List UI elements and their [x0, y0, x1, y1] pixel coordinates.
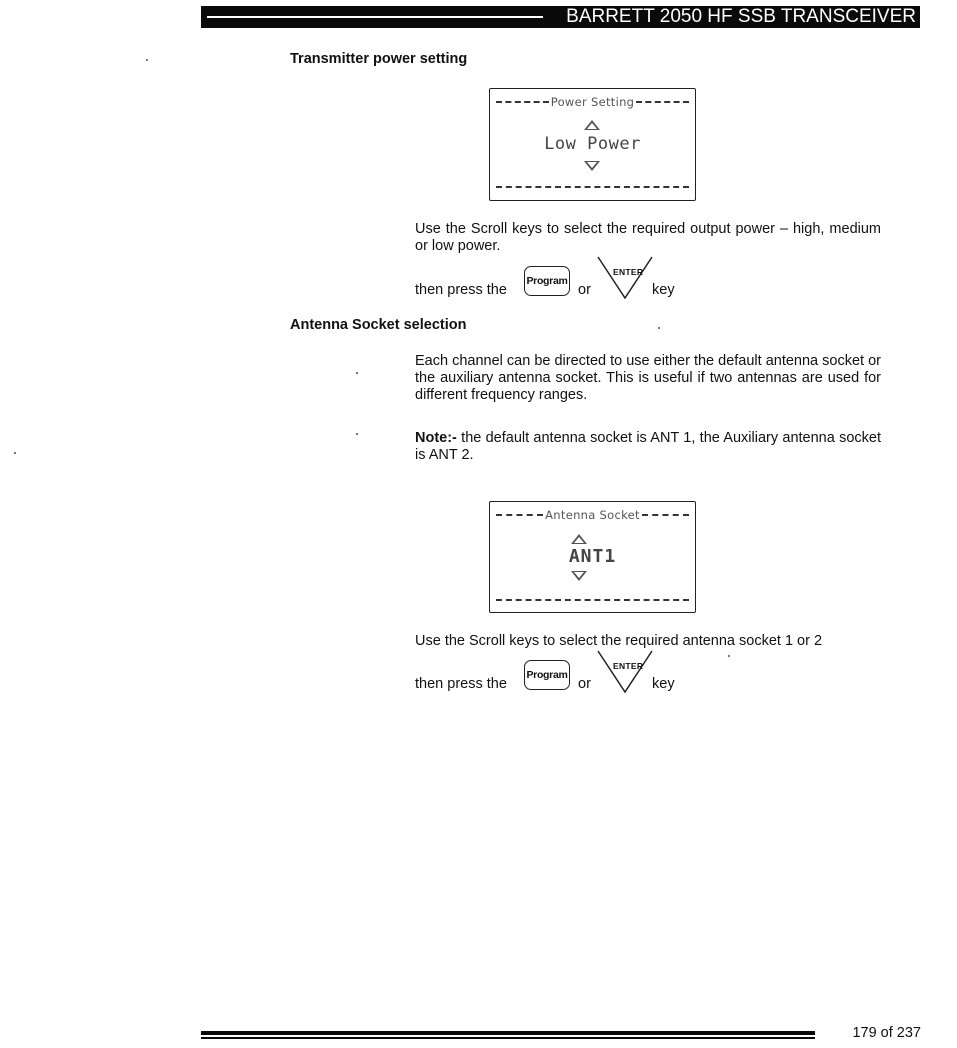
scroll-down-icon — [569, 570, 589, 582]
antenna-instruction: Use the Scroll keys to select the required antenna socket 1 or 2 — [415, 633, 823, 649]
press-prefix: then press the — [415, 676, 507, 692]
scan-speck — [14, 452, 16, 454]
lcd-power-setting — [489, 88, 696, 201]
lcd-title: Antenna Socket — [545, 508, 640, 522]
lcd-value: ANT1 — [568, 546, 617, 567]
lcd-antenna-socket — [489, 501, 696, 613]
or-text: or — [578, 676, 591, 692]
scroll-up-icon — [582, 119, 602, 131]
divider — [636, 101, 689, 103]
document-title: BARRETT 2050 HF SSB TRANSCEIVER — [566, 6, 916, 27]
header-rule — [207, 16, 543, 18]
divider — [496, 101, 549, 103]
scroll-up-icon — [569, 533, 589, 545]
divider — [496, 599, 689, 601]
enter-key-icon — [596, 256, 654, 300]
press-prefix: then press the — [415, 282, 507, 298]
section-heading-power: Transmitter power setting — [290, 51, 468, 67]
lcd-title-row — [496, 508, 689, 522]
enter-key-label: ENTER — [613, 267, 644, 277]
antenna-description: Each channel can be directed to use either the default antenna socket or the auxiliary antenna socket. This is useful if two antennas are used for different frequency ranges. — [415, 353, 881, 403]
header-banner — [201, 6, 920, 28]
key-suffix: key — [652, 676, 675, 692]
footer-rule — [201, 1031, 815, 1039]
program-key: Program — [524, 660, 570, 690]
note-text: the default antenna socket is ANT 1, the Auxiliary antenna socket is ANT 2. — [415, 430, 881, 463]
divider — [496, 514, 543, 516]
antenna-note — [415, 430, 881, 464]
power-instruction: Use the Scroll keys to select the required output power – high, medium or low power. — [415, 221, 881, 254]
scan-speck — [356, 372, 358, 374]
divider — [642, 514, 689, 516]
lcd-value: Low Power — [544, 134, 641, 154]
lcd-title-row — [496, 95, 689, 109]
scan-speck — [658, 327, 660, 329]
lcd-title: Power Setting — [550, 95, 635, 109]
key-suffix: key — [652, 282, 675, 298]
scroll-down-icon — [582, 160, 602, 172]
divider — [496, 186, 689, 188]
scan-speck — [356, 433, 358, 435]
scan-speck — [728, 655, 730, 657]
program-key: Program — [524, 266, 570, 296]
page-number: 179 of 237 — [852, 1025, 921, 1041]
scan-speck — [146, 59, 148, 61]
note-label: Note:- — [415, 430, 457, 446]
enter-key-icon — [596, 650, 654, 694]
enter-key-label: ENTER — [613, 661, 644, 671]
section-heading-antenna: Antenna Socket selection — [290, 317, 467, 333]
or-text: or — [578, 282, 591, 298]
